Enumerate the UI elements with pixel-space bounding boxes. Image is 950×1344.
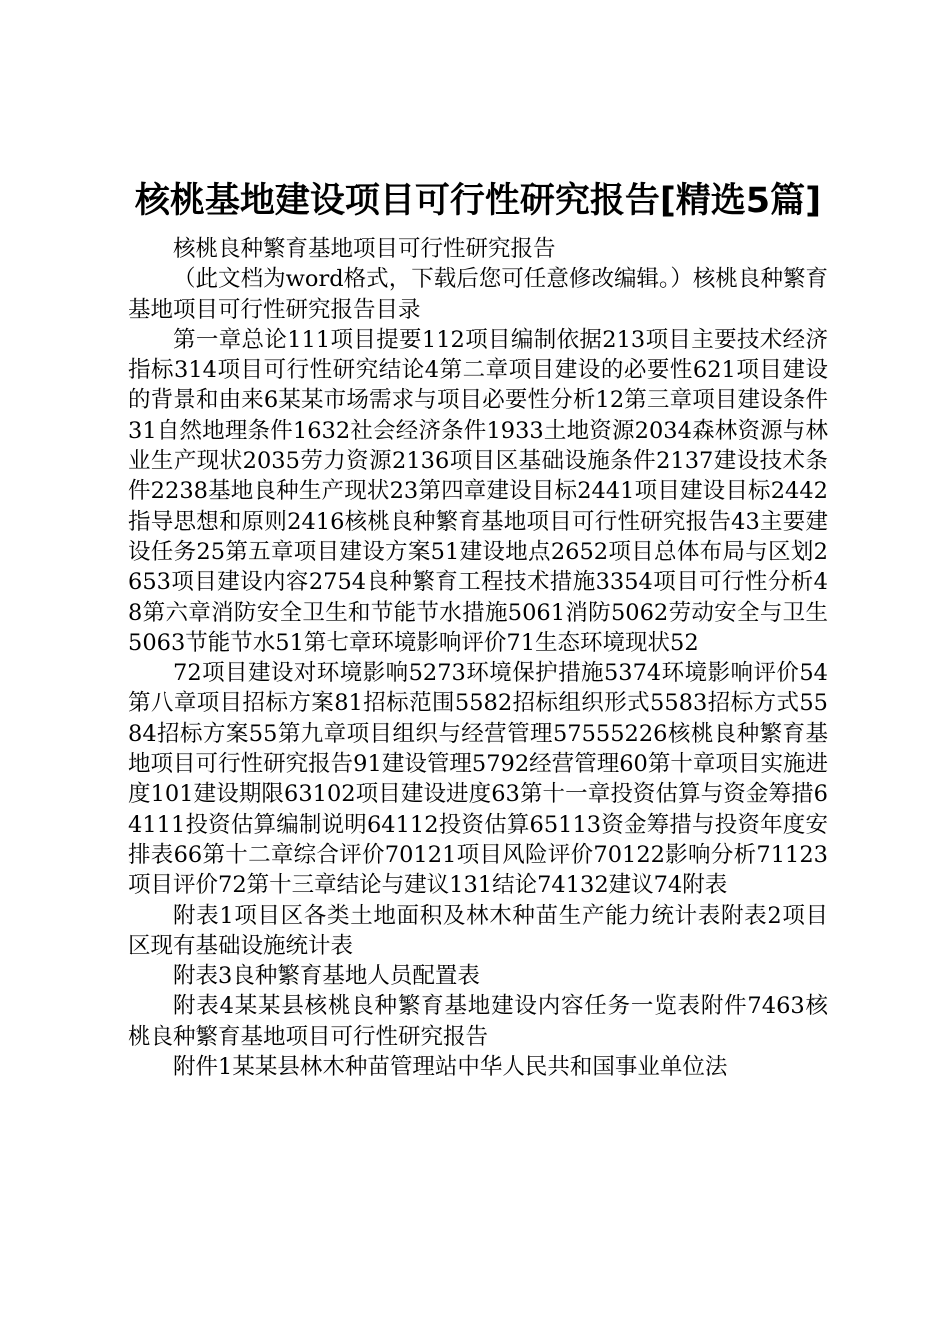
document-page (128, 178, 828, 1082)
paragraph-appendix-1: 附表1项目区各类土地面积及林木种苗生产能力统计表附表2项目区现有基础设施统计表 (128, 902, 828, 959)
paragraph-appendix-4: 附表4某某县核桃良种繁育基地建设内容任务一览表附件7463核桃良种繁育基地项目可行性研究报告 (128, 993, 828, 1050)
paragraph-attachment-1: 附件1某某县林木种苗管理站中华人民共和国事业单位法 (173, 1054, 728, 1081)
paragraph-appendix-3: 附表3良种繁育基地人员配置表 (173, 963, 480, 990)
document-title: 核桃基地建设项目可行性研究报告[精选5篇] (134, 181, 822, 221)
paragraph-subtitle: 核桃良种繁育基地项目可行性研究报告 (173, 236, 556, 262)
paragraph-toc-part2: 72项目建设对环境影响5273环境保护措施5374环境影响评价54第八章项目招标方案81招标范围5582招标组织形式5583招标方式5584招标方案55第九章项目组织与经营管理57555226核桃良种繁育基地项目可行性研究报告91建设管理5792经营管理60第十章项目实施进度101建设期限63102项目建设进度63第十一章投资估算与资金筹措64111投资估算编制说明64112投资估算65113资金筹措与投资年度安排表66第十二章综合评价70121项目风险评价70122影响分析71123项目评价72第十三章结论与建议131结论74132建议74附表 (128, 660, 828, 899)
paragraph-toc-part1: 第一章总论111项目提要112项目编制依据213项目主要技术经济指标314项目可行性研究结论4第二章项目建设的必要性621项目建设的背景和由来6某某市场需求与项目必要性分析12第三章项目建设条件31自然地理条件1632社会经济条件1933土地资源2034森林资源与林业生产现状2035劳力资源2136项目区基础设施条件2137建设技术条件2238基地良种生产现状23第四章建设目标2441项目建设目标2442指导思想和原则2416核桃良种繁育基地项目可行性研究报告43主要建设任务25第五章项目建设方案51建设地点2652项目总体布局与区划2653项目建设内容2754良种繁育工程技术措施3354项目可行性分析48第六章消防安全卫生和节能节水措施5061消防5062劳动安全与卫生5063节能节水51第七章环境影响评价71生态环境现状52 (128, 326, 828, 656)
paragraph-note: （此文档为word格式，下载后您可任意修改编辑。）核桃良种繁育基地项目可行性研究报告目录 (128, 266, 828, 323)
